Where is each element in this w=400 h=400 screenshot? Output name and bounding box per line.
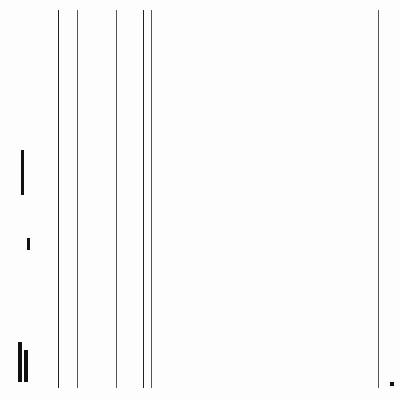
money-fund-rule [143, 10, 144, 388]
deposits-table [72, 10, 130, 388]
redaction-bar [24, 350, 28, 382]
redaction-bar [18, 342, 22, 382]
corner-registration-mark [390, 383, 394, 387]
title-rule [58, 10, 59, 388]
money-fund-table [146, 10, 306, 388]
redaction-bar [21, 150, 24, 195]
redaction-bar [27, 238, 30, 250]
